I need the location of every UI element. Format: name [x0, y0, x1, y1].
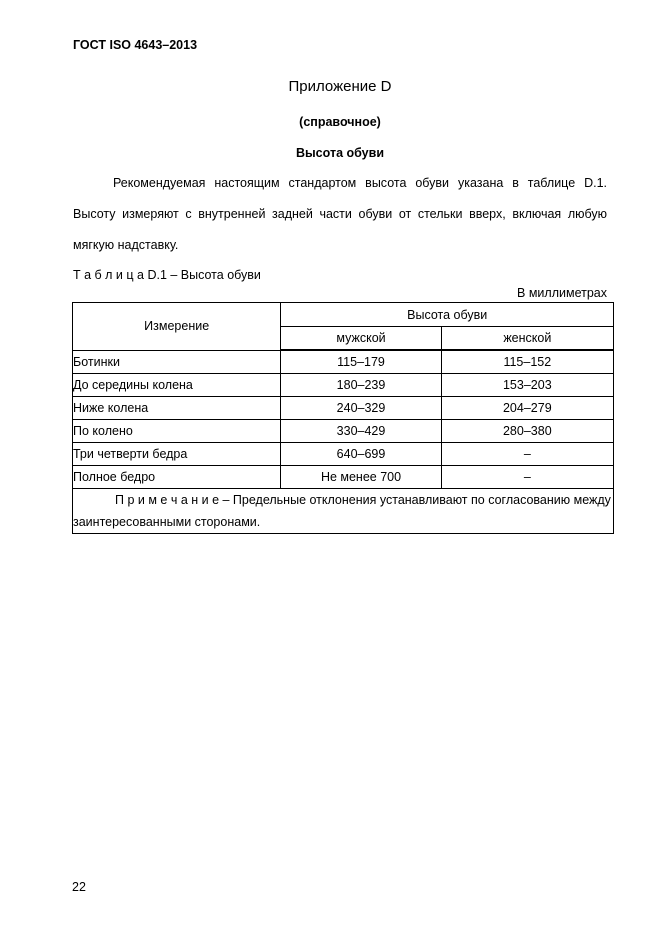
- row-female: 280–380: [441, 420, 613, 443]
- row-name: Ниже колена: [73, 397, 281, 420]
- row-female: 115–152: [441, 350, 613, 374]
- note-text: – Предельные отклонения устанавливают по согласованию между заинтересованными сторонами.: [73, 493, 611, 529]
- header-height: Высота обуви: [281, 303, 614, 327]
- row-name: По колено: [73, 420, 281, 443]
- row-male: 180–239: [281, 374, 441, 397]
- shoe-height-table: [72, 302, 614, 534]
- row-male: Не менее 700: [281, 466, 441, 489]
- note-label: П р и м е ч а н и е: [115, 493, 220, 507]
- table-row: [73, 397, 614, 420]
- row-name: Три четверти бедра: [73, 443, 281, 466]
- row-female: 153–203: [441, 374, 613, 397]
- paragraph-line-3: мягкую надставку.: [73, 238, 179, 252]
- row-male: 330–429: [281, 420, 441, 443]
- row-name: До середины колена: [73, 374, 281, 397]
- row-male: 115–179: [281, 350, 441, 374]
- table-caption: Т а б л и ц а D.1 – Высота обуви: [73, 268, 261, 282]
- row-male: 240–329: [281, 397, 441, 420]
- table-row: [73, 420, 614, 443]
- table-row: [73, 443, 614, 466]
- header-female: женской: [441, 327, 613, 351]
- annex-title: Приложение D: [288, 78, 392, 95]
- standard-code: ГОСТ ISO 4643–2013: [73, 38, 198, 52]
- annex-subtitle: (справочное): [299, 115, 381, 129]
- header-measure: Измерение: [73, 303, 281, 351]
- row-female: –: [441, 443, 613, 466]
- row-name: Ботинки: [73, 350, 281, 374]
- section-title: Высота обуви: [295, 146, 385, 160]
- paragraph-line-2: Высоту измеряют с внутренней задней части обуви от стельки вверх, включая любую: [73, 207, 607, 221]
- table-row: [73, 350, 614, 374]
- table-row: [73, 466, 614, 489]
- table-note-row: [73, 489, 614, 534]
- page-number: 22: [72, 880, 86, 894]
- table-row: [73, 374, 614, 397]
- table-units: В миллиметрах: [517, 286, 607, 300]
- row-male: 640–699: [281, 443, 441, 466]
- header-male: мужской: [281, 327, 441, 351]
- row-female: –: [441, 466, 613, 489]
- table-note: [73, 489, 614, 534]
- paragraph-line-1: Рекомендуемая настоящим стандартом высота обуви указана в таблице D.1.: [113, 176, 607, 190]
- row-female: 204–279: [441, 397, 613, 420]
- row-name: Полное бедро: [73, 466, 281, 489]
